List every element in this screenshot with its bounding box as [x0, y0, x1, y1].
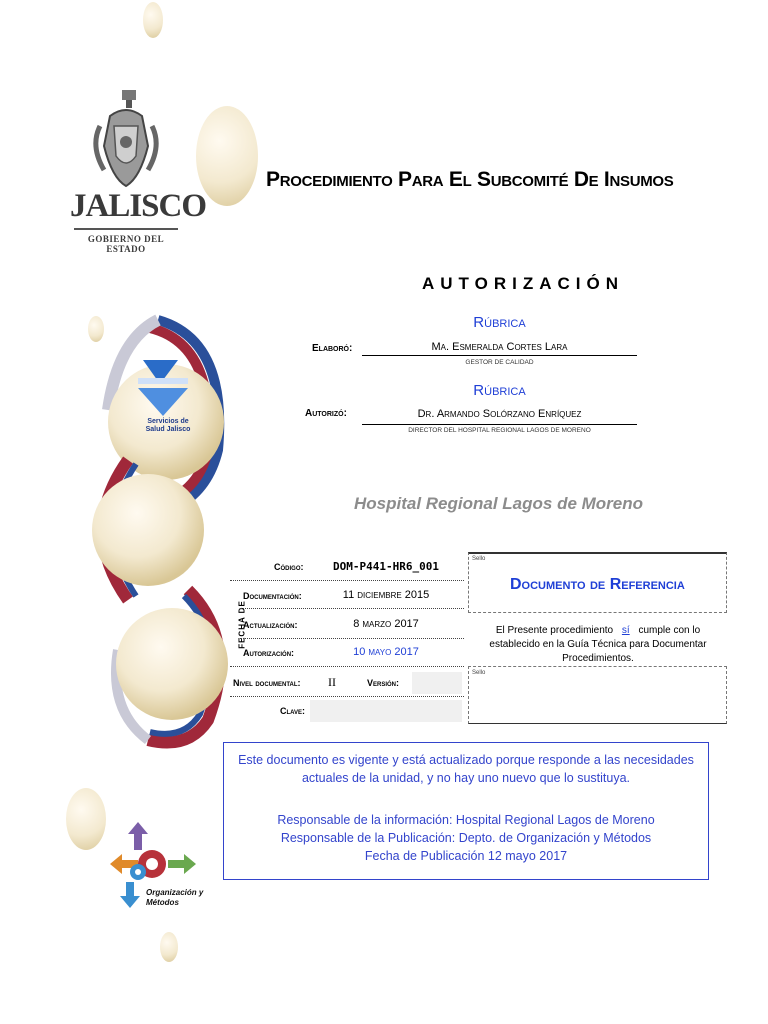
logo-wordmark: JALISCO: [70, 188, 207, 224]
actualizacion-label: Actualización:: [243, 620, 298, 630]
actualizacion-divider: [240, 638, 464, 639]
decor-circle-bottom: [160, 932, 178, 962]
compliance-si: sí: [621, 625, 630, 636]
nivel-divider: [230, 696, 464, 697]
autorizo-signature: Rúbrica: [473, 382, 526, 399]
fecha-de-label: FECHA DE: [237, 600, 247, 649]
nivel-documental-label: Nivel documental:: [233, 678, 301, 688]
autorizo-label: Autorizó:: [305, 408, 347, 419]
documentacion-divider: [240, 608, 464, 609]
clave-label: Clave:: [280, 706, 306, 716]
autorizo-name: Dr. Armando Solórzano Enríquez: [417, 408, 582, 420]
hospital-name: Hospital Regional Lagos de Moreno: [354, 494, 644, 513]
page-title: Procedimiento Para El Subcomité De Insumos: [266, 168, 674, 191]
health-services-logo-text: Servicios de Salud Jalisco: [145, 418, 191, 433]
elaboro-position: GESTOR DE CALIDAD: [465, 359, 534, 366]
authorization-heading: AUTORIZACIÓN: [422, 274, 625, 293]
validity-notice: [223, 742, 709, 880]
decor-circle-top: [143, 2, 163, 38]
document-reference-title: Documento de Referencia: [510, 576, 685, 593]
elaboro-name: Ma. Esmeralda Cortes Lara: [431, 341, 568, 353]
documentacion-value: 11 diciembre 2015: [342, 589, 430, 601]
autorizacion-label: Autorización:: [243, 648, 295, 658]
version-label: Versión:: [367, 678, 400, 688]
logo-divider: [74, 228, 178, 230]
info-responsible: Responsable de la información: Hospital Regional Lagos de Moreno: [277, 813, 655, 827]
clave-value: [310, 700, 462, 722]
version-value: [412, 672, 462, 694]
autorizo-position: DIRECTOR DEL HOSPITAL REGIONAL LAGOS DE MORENO: [408, 427, 591, 434]
sello-label-bottom: Sello: [472, 670, 486, 676]
publication-date: Fecha de Publicación 12 mayo 2017: [364, 849, 568, 863]
jalisco-logo: [70, 86, 207, 256]
compliance-pre-text: El Presente procedimiento: [495, 625, 614, 636]
documentacion-label: Documentación:: [243, 591, 302, 601]
autorizacion-value: 10 mayo 2017: [353, 646, 419, 658]
codigo-label: Código:: [274, 562, 304, 572]
process-cycle-graphic: [88, 300, 238, 770]
validity-statement: Este documento es vigente y está actualizado porque responde a las necesidades actuales de la unidad, y no hay uno nuevo que lo sustituya.: [238, 753, 694, 785]
decor-circle-mid: [66, 788, 106, 850]
compliance-statement: [470, 624, 726, 666]
publication-responsible: Responsable de la Publicación: Depto. de Organización y Métodos: [280, 831, 652, 845]
compliance-post-text: cumple con lo establecido en la Guía Técnica para Documentar Procedimientos.: [489, 625, 707, 664]
sello-box-bottom: [468, 666, 727, 724]
elaboro-label: Elaboró:: [312, 343, 353, 354]
org-methods-logo-text: Organización y Métodos: [146, 888, 204, 907]
coat-of-arms-icon: [70, 86, 182, 196]
logo-subtitle: GOBIERNO DEL ESTADO: [87, 234, 165, 254]
actualizacion-value: 8 marzo 2017: [353, 618, 419, 630]
codigo-value: DOM-P441-HR6_001: [333, 560, 439, 573]
elaboro-signature-line: [362, 355, 637, 356]
elaboro-signature: Rúbrica: [473, 314, 526, 331]
sello-label-top: Sello: [472, 556, 486, 562]
autorizacion-divider: [230, 666, 464, 667]
nivel-documental-value: II: [328, 675, 336, 689]
autorizo-signature-line: [362, 424, 637, 425]
codigo-divider: [230, 580, 464, 581]
